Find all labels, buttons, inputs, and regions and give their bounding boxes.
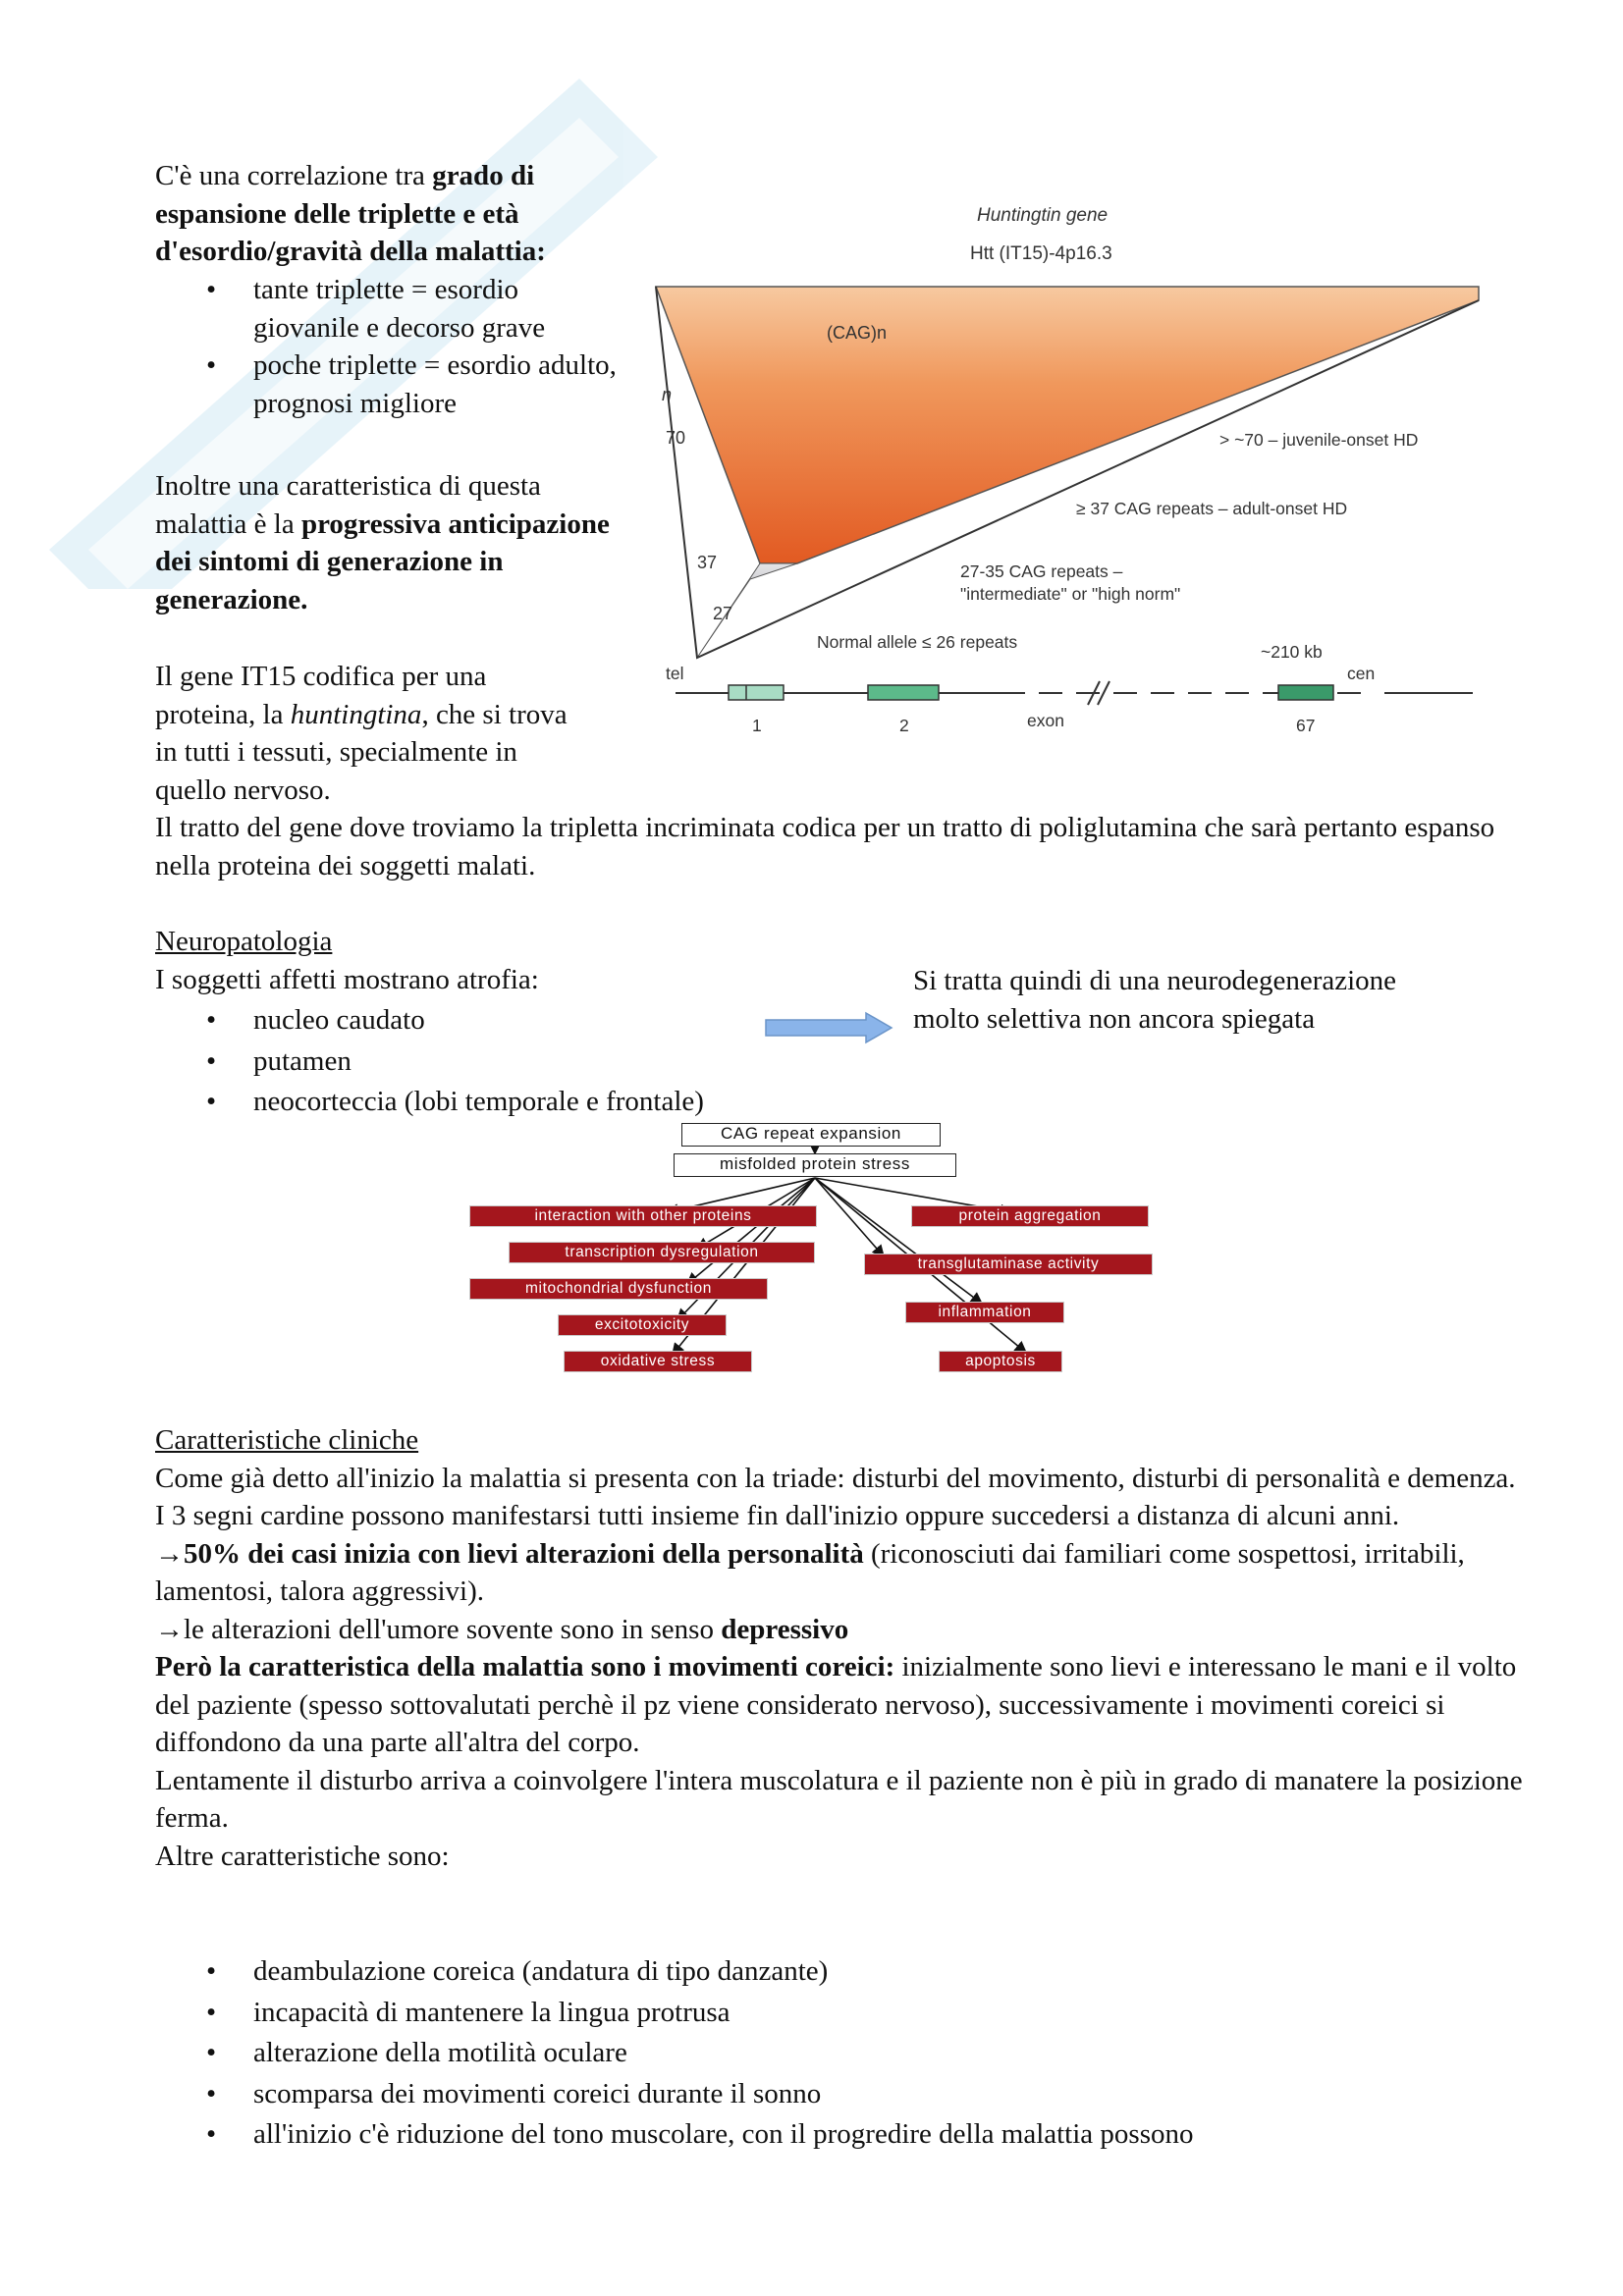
- pathway-box-mitochondrial: mitochondrial dysfunction: [469, 1278, 768, 1300]
- cag-label: (CAG)n: [827, 323, 888, 343]
- clinical-text: I 3 segni cardine possono manifestarsi tutti insieme fin dall'inizio oppure succedersi a distanza di alcuni anni.: [155, 1500, 1400, 1531]
- gene-paragraph: [155, 658, 587, 809]
- list-item: • incapacità di mantenere la lingua protrusa: [155, 1993, 1530, 2034]
- label-intermediate-1: 27-35 CAG repeats –: [960, 561, 1123, 581]
- paragraph-text: Il tratto del gene dove troviamo la tripletta incriminata codica per un tratto di poliglutamina che sarà pertanto espanso nella proteina dei soggetti malati.: [155, 812, 1495, 881]
- pathway-box-interaction: interaction with other proteins: [469, 1205, 817, 1227]
- clinical-bold-text: Però la caratteristica della malattia sono i movimenti coreici:: [155, 1651, 895, 1682]
- label-cen: cen: [1347, 664, 1376, 683]
- neuro-heading: Neuropatologia: [155, 926, 333, 957]
- list-item: • putamen: [155, 1041, 901, 1083]
- pathway-box-inflammation: inflammation: [905, 1302, 1064, 1323]
- clinical-section: [155, 1421, 1530, 1875]
- figure-title-gene: Huntingtin gene: [977, 205, 1109, 226]
- exon-word-label: exon: [1027, 711, 1064, 730]
- exon-67-box: [1278, 685, 1333, 700]
- figure-title-locus: Htt (IT15)-4p16.3: [970, 243, 1112, 264]
- list-item: • nucleo caudato: [155, 1000, 901, 1041]
- intro-text: C'è una correlazione tra: [155, 160, 433, 191]
- intro-correlation-paragraph: [155, 157, 617, 271]
- pathway-box-aggregation: protein aggregation: [911, 1205, 1149, 1227]
- neuro-side-note: [913, 962, 1463, 1038]
- clinical-text: (riconosciuti dai familiari come sospettosi, irritabili, lamentosi, talora aggressivi).: [155, 1537, 1465, 1607]
- list-item: • all'inizio c'è riduzione del tono muscolare, con il progredire della malattia possono: [155, 2114, 1530, 2156]
- side-note-text: Si tratta quindi di una neurodegenerazione molto selettiva non ancora spiegata: [913, 965, 1397, 1035]
- clinical-text: →le alterazioni dell'umore sovente sono in senso: [155, 1613, 722, 1645]
- intro-bullet-list: [155, 271, 626, 422]
- label-adult-onset: ≥ 37 CAG repeats – adult-onset HD: [1076, 499, 1348, 518]
- clinical-text: Altre caratteristiche sono:: [155, 1840, 450, 1872]
- tick-27: 27: [713, 604, 733, 623]
- pathway-box-excitotoxicity: excitotoxicity: [558, 1314, 727, 1336]
- label-normal-allele: Normal allele ≤ 26 repeats: [817, 632, 1018, 652]
- clinical-bold-text: depressivo: [721, 1613, 849, 1645]
- exon-2-label: 2: [899, 716, 909, 735]
- label-intermediate-2: "intermediate" or "high norm": [960, 584, 1181, 604]
- paragraph-text: Il gene IT15 codifica per una proteina, la: [155, 661, 487, 730]
- list-item: • tante triplette = esordio giovanile e decorso grave: [155, 271, 626, 347]
- exon-2-box: [868, 685, 939, 700]
- tick-37: 37: [697, 553, 718, 572]
- paragraph-text: , che si trova in tutti i tessuti, specialmente in quello nervoso.: [155, 698, 568, 806]
- list-item: • alterazione della motilità oculare: [155, 2033, 1530, 2074]
- huntingtin-gene-figure: [648, 187, 1492, 756]
- clinical-text: Come già detto all'inizio la malattia si presenta con la triade: disturbi del movimento, disturbi di personalità e demenza.: [155, 1462, 1516, 1494]
- list-item: • deambulazione coreica (andatura di tipo danzante): [155, 1951, 1530, 1993]
- arrow-right-icon: [764, 1011, 895, 1044]
- pathway-box-apoptosis: apoptosis: [939, 1351, 1062, 1372]
- list-item: • scomparsa dei movimenti coreici durante il sonno: [155, 2074, 1530, 2115]
- clinical-heading: Caratteristiche cliniche: [155, 1424, 419, 1456]
- exon-1-label: 1: [752, 716, 762, 735]
- neuro-section: [155, 923, 842, 998]
- pathway-root-box: CAG repeat expansion: [681, 1123, 941, 1147]
- label-juvenile-onset: > ~70 – juvenile-onset HD: [1219, 430, 1419, 450]
- cag-repeat-triangle: [656, 287, 1479, 563]
- label-gene-size: ~210 kb: [1261, 642, 1323, 662]
- n-axis-label: n: [662, 385, 673, 404]
- paragraph-italic-text: huntingtina: [290, 698, 422, 730]
- clinical-text: inizialmente sono lievi e interessano le mani e il volto del paziente (spesso sottovalutati perchè il pz viene considerato nervoso), successivamente i movimenti coreici si diffondono da una parte all'altra del corpo.: [155, 1651, 1517, 1758]
- anticipation-paragraph: [155, 467, 617, 618]
- neuro-intro: I soggetti affetti mostrano atrofia:: [155, 963, 539, 995]
- paragraph-bold-text: progressiva anticipazione dei sintomi di generazione in generazione.: [155, 507, 610, 615]
- clinical-bullet-list: [155, 1951, 1530, 2156]
- pathway-box-transglutaminase: transglutaminase activity: [864, 1254, 1153, 1275]
- pathway-box-oxidative: oxidative stress: [564, 1351, 752, 1372]
- exon-1-box: [729, 685, 784, 700]
- label-tel: tel: [666, 664, 684, 683]
- pathway-hub-box: misfolded protein stress: [674, 1153, 956, 1177]
- intro-bold-text: grado di espansione delle triplette e età d'esordio/gravità della malattia:: [155, 160, 546, 267]
- polyglutamine-paragraph: [155, 809, 1530, 884]
- paragraph-text: Inoltre una caratteristica di questa malattia è la: [155, 470, 541, 540]
- clinical-text: Lentamente il disturbo arriva a coinvolgere l'intera muscolatura e il paziente non è più in grado di manatere la posizione ferma.: [155, 1764, 1523, 1834]
- clinical-bold-text: →50% dei casi inizia con lievi alterazioni della personalità: [155, 1537, 864, 1570]
- pathway-box-transcription: transcription dysregulation: [509, 1242, 815, 1263]
- list-item: • poche triplette = esordio adulto, prognosi migliore: [155, 347, 626, 422]
- tick-70: 70: [666, 428, 686, 448]
- list-item: • neocorteccia (lobi temporale e frontale): [155, 1082, 901, 1123]
- exon-67-label: 67: [1296, 716, 1316, 735]
